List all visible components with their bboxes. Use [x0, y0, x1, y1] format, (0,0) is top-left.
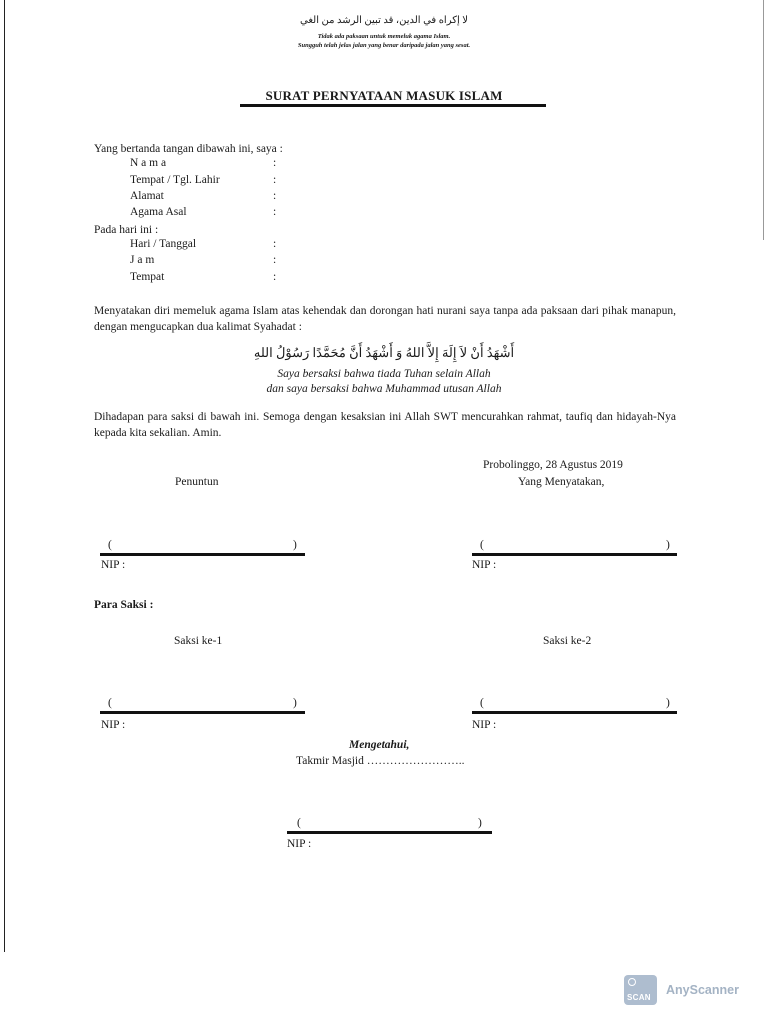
shahada-translation-line1: Saya bersaksi bahwa tiada Tuhan selain Allah: [277, 368, 491, 380]
takmir-paren-close: ): [478, 817, 482, 829]
field-address-colon: :: [273, 190, 277, 202]
guide-paren-open: (: [108, 539, 112, 551]
witness1-nip: NIP :: [101, 719, 126, 731]
witness1-paren-open: (: [108, 697, 112, 709]
title-underline: [240, 104, 546, 107]
witness1-paren-close: ): [293, 697, 297, 709]
scanner-brand: AnyScanner: [666, 983, 739, 997]
field-date-label: Hari / Tanggal: [130, 238, 197, 250]
scan-app-icon: SCAN: [624, 975, 657, 1005]
witness2-paren-open: (: [480, 697, 484, 709]
takmir-label: Takmir Masjid ……………………..: [296, 755, 465, 767]
witness2-nip: NIP :: [472, 719, 497, 731]
witness2-signature-line: [472, 711, 677, 714]
intro-text: Yang bertanda tangan dibawah ini, saya :: [94, 143, 283, 155]
takmir-paren-open: (: [297, 817, 301, 829]
declarant-nip: NIP :: [472, 559, 497, 571]
arabic-verse: لا إكراه في الدين، قد تبين الرشد من الغي: [300, 15, 468, 26]
field-place-label: Tempat: [130, 271, 165, 283]
shahada-arabic: أَشْهَدُ أَنْ لاَ إِلَهَ إِلاَّ اللهُ وَ أَشْهَدُ أَنَّ مُحَمَّدًا رَسُوْلُ اللهِ: [253, 345, 515, 360]
field-name-label: N a m a: [130, 157, 167, 169]
guide-signature-line: [100, 553, 305, 556]
declarant-label: Yang Menyatakan,: [518, 476, 605, 488]
witness2-label: Saksi ke-2: [543, 635, 592, 647]
takmir-nip: NIP :: [287, 838, 312, 850]
guide-paren-close: ): [293, 539, 297, 551]
declarant-paren-open: (: [480, 539, 484, 551]
field-time-colon: :: [273, 254, 277, 266]
verse-translation-line2: Sungguh telah jelas jalan yang benar daripada jalan yang sesat.: [297, 42, 471, 49]
declarant-paren-close: ): [666, 539, 670, 551]
guide-nip: NIP :: [101, 559, 126, 571]
place-date: Probolinggo, 28 Agustus 2019: [483, 459, 623, 471]
field-address-label: Alamat: [130, 190, 164, 202]
field-date-colon: :: [273, 238, 277, 250]
document-title: SURAT PERNYATAAN MASUK ISLAM: [265, 88, 503, 103]
takmir-signature-line: [287, 831, 492, 834]
field-time-label: J a m: [130, 254, 155, 266]
field-place-colon: :: [273, 271, 277, 283]
acknowledged-label: Mengetahui,: [349, 739, 410, 751]
witness1-signature-line: [100, 711, 305, 714]
declarant-signature-line: [472, 553, 677, 556]
field-birth-colon: :: [273, 174, 277, 186]
day-intro-text: Pada hari ini :: [94, 224, 159, 236]
witness2-paren-close: ): [666, 697, 670, 709]
page-edge-left: [4, 0, 5, 952]
field-religion-colon: :: [273, 206, 277, 218]
declaration-paragraph: Menyatakan diri memeluk agama Islam atas kehendak dan dorongan hati nurani saya tanpa ada paksaan dari pihak manapun, dengan mengucapkan dua kalimat Syahadat :: [94, 305, 676, 333]
witness1-label: Saksi ke-1: [174, 635, 223, 647]
shahada-translation-line2: dan saya bersaksi bahwa Muhammad utusan Allah: [266, 383, 502, 395]
witnesses-heading: Para Saksi :: [94, 599, 154, 611]
scanner-watermark: [624, 975, 739, 1005]
field-religion-label: Agama Asal: [130, 206, 187, 218]
field-name-colon: :: [273, 157, 277, 169]
witness-statement-paragraph: Dihadapan para saksi di bawah ini. Semoga dengan kesaksian ini Allah SWT mencurahkan rahmat, taufiq dan hidayah-Nya kepada kita sekalian. Amin.: [94, 411, 676, 439]
field-birth-label: Tempat / Tgl. Lahir: [130, 174, 220, 186]
verse-translation-line1: Tidak ada paksaan untuk memeluk agama Islam.: [317, 33, 451, 40]
guide-label: Penuntun: [175, 476, 219, 488]
